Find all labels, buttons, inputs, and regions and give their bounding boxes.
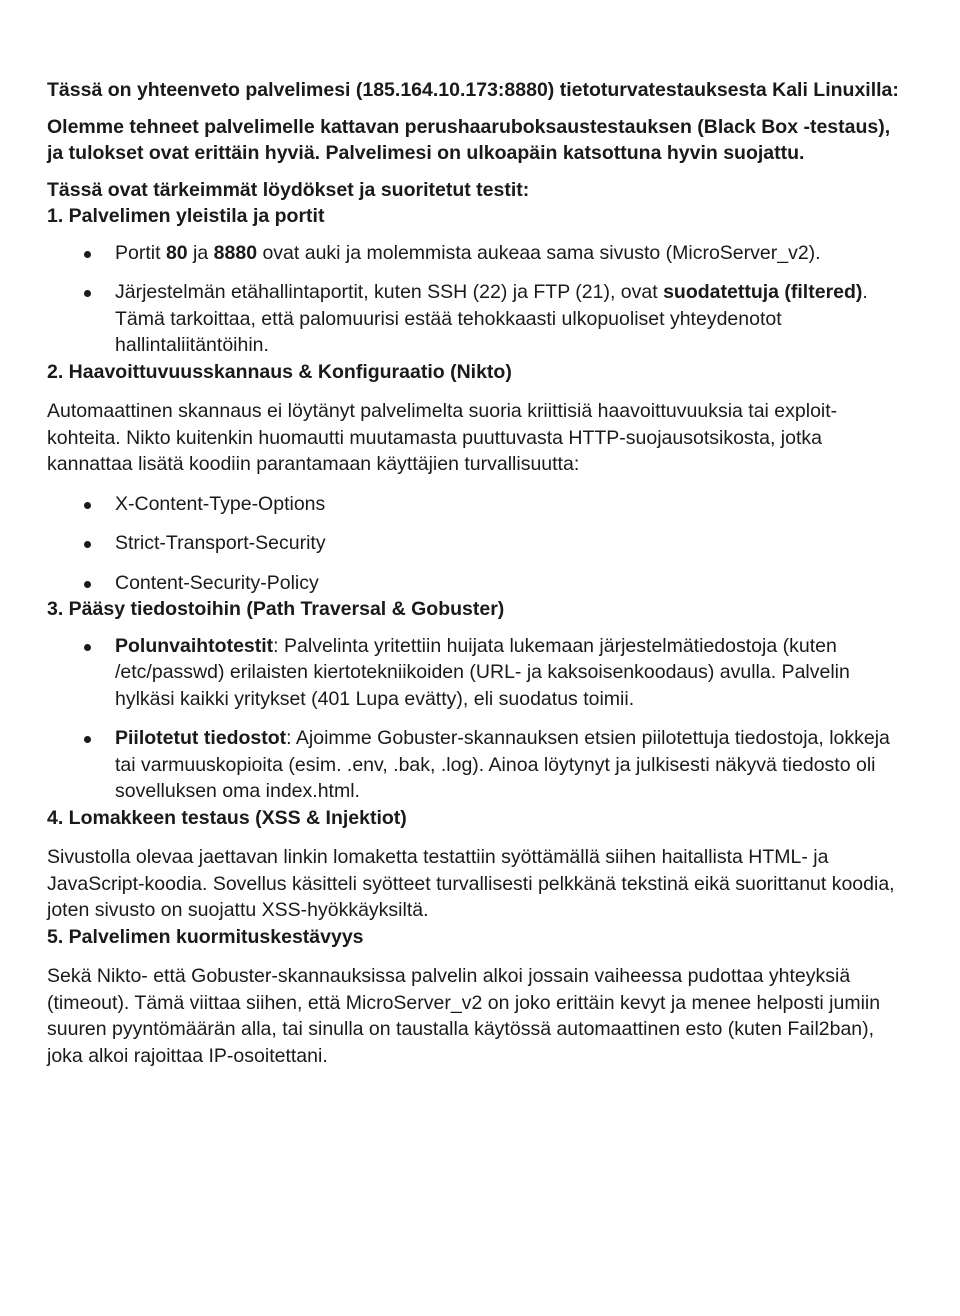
bullet-text: : Palvelinta yritettiin huijata lukemaan järjestelmätiedostoja (kuten /etc/passwd) erilaisten kiertotekniikoiden (URL- ja kaksoisenkoodaus) avulla. Palvelin hylkäsi kaikki yritykset (401 Lupa evätty), eli suodatus toimii. [115, 634, 850, 710]
bullet-dot [84, 502, 91, 509]
bullet-dot [84, 290, 91, 297]
section2-paragraph: Automaattinen skannaus ei löytänyt palvelimelta suoria kriittisiä haavoittuvuuksia tai exploit-kohteita. Nikto kuitenkin huomautti muutamasta puuttuvasta HTTP-suojausotsikosta, jotka kannattaa lisätä koodiin parantamaan käyttäjien turvallisuutta: [47, 400, 838, 475]
port-80: 80 [165, 241, 188, 264]
list-item [47, 725, 910, 805]
findings-intro: Tässä ovat tärkeimmät löydökset ja suoritetut testit: [47, 178, 530, 201]
section5-heading: 5. Palvelimen kuormituskestävyys [47, 925, 364, 948]
bullet-text: Järjestelmän etähallintaportit, kuten SSH (22) ja FTP (21), ovat [115, 281, 664, 303]
section4-heading: 4. Lomakkeen testaus (XSS & Injektiot) [47, 806, 407, 829]
header-name: Strict-Transport-Security [115, 532, 326, 554]
bullet-text: . Tämä tarkoittaa, että palomuurisi estää tehokkaasti ulkopuoliset yhteydenotot hallintaliitäntöihin. [115, 281, 868, 356]
list-item [47, 570, 910, 597]
header-name: Content-Security-Policy [115, 571, 319, 594]
list-item [47, 279, 910, 359]
bullet-dot [84, 251, 91, 258]
section4-paragraph: Sivustolla olevaa jaettavan linkin lomaketta testattiin syöttämällä siihen haitallista HTML- ja JavaScript-koodia. Sovellus käsitteli syötteet turvallisesti pelkkänä tekstinä eikä suorittanut koodia, joten sivusto on suojattu XSS-hyökkäyksiltä. [47, 846, 895, 921]
bullet-dot [84, 736, 91, 743]
list-item [47, 633, 910, 713]
bullet-text: Portit [115, 241, 166, 264]
bullet-text: : Ajoimme Gobuster-skannauksen etsien piilotettuja tiedostoja, lokkeja tai varmuuskopioita (esim. .env, .bak, .log). Ainoa löytynyt ja julkisesti näkyvä tiedosto oli sovelluksen oma index.html. [115, 727, 890, 802]
section3-list [47, 633, 910, 805]
document-title: Tässä on yhteenveto palvelimesi (185.164.10.173:8880) tietoturvatestauksesta Kali Linuxilla: [47, 79, 899, 101]
summary-paragraph: Olemme tehneet palvelimelle kattavan perushaaruboksaustestauksen (Black Box -testaus), ja tulokset ovat erittäin hyviä. Palvelimesi on ulkoapäin katsottuna hyvin suojattu. [47, 115, 891, 164]
section1-heading: 1. Palvelimen yleistila ja portit [47, 205, 325, 227]
bullet-dot [84, 644, 91, 651]
section3-heading: 3. Pääsy tiedostoihin (Path Traversal & Gobuster) [47, 598, 505, 620]
section2-heading: 2. Haavoittuvuusskannaus & Konfiguraatio (Nikto) [47, 360, 512, 383]
section1-list [47, 240, 910, 359]
section5-paragraph: Sekä Nikto- että Gobuster-skannauksissa palvelin alkoi jossain vaiheessa pudottaa yhteyksiä (timeout). Tämä viittaa siihen, että MicroServer_v2 on joko erittäin kevyt ja menee helposti jumiin suuren pyyntömäärän alla, tai sinulla on taustalla käytössä automaattinen esto (kuten Fail2ban), joka alkoi rajoittaa IP-osoitettani. [47, 965, 881, 1067]
bullet-dot [84, 541, 91, 548]
bullet-dot [84, 581, 91, 588]
list-item [47, 530, 910, 557]
list-item [47, 240, 910, 267]
bullet-label: Polunvaihtotestit [115, 634, 274, 657]
filtered-label: suodatettuja (filtered) [663, 281, 863, 303]
security-headers-list [47, 491, 910, 597]
header-name: X-Content-Type-Options [115, 492, 326, 515]
list-item [47, 491, 910, 518]
bullet-text: ovat auki ja molemmista aukeaa sama sivusto (MicroServer_v2). [257, 241, 821, 264]
bullet-label: Piilotetut tiedostot [115, 727, 287, 749]
port-8880: 8880 [213, 241, 258, 264]
bullet-text: ja [187, 241, 214, 264]
